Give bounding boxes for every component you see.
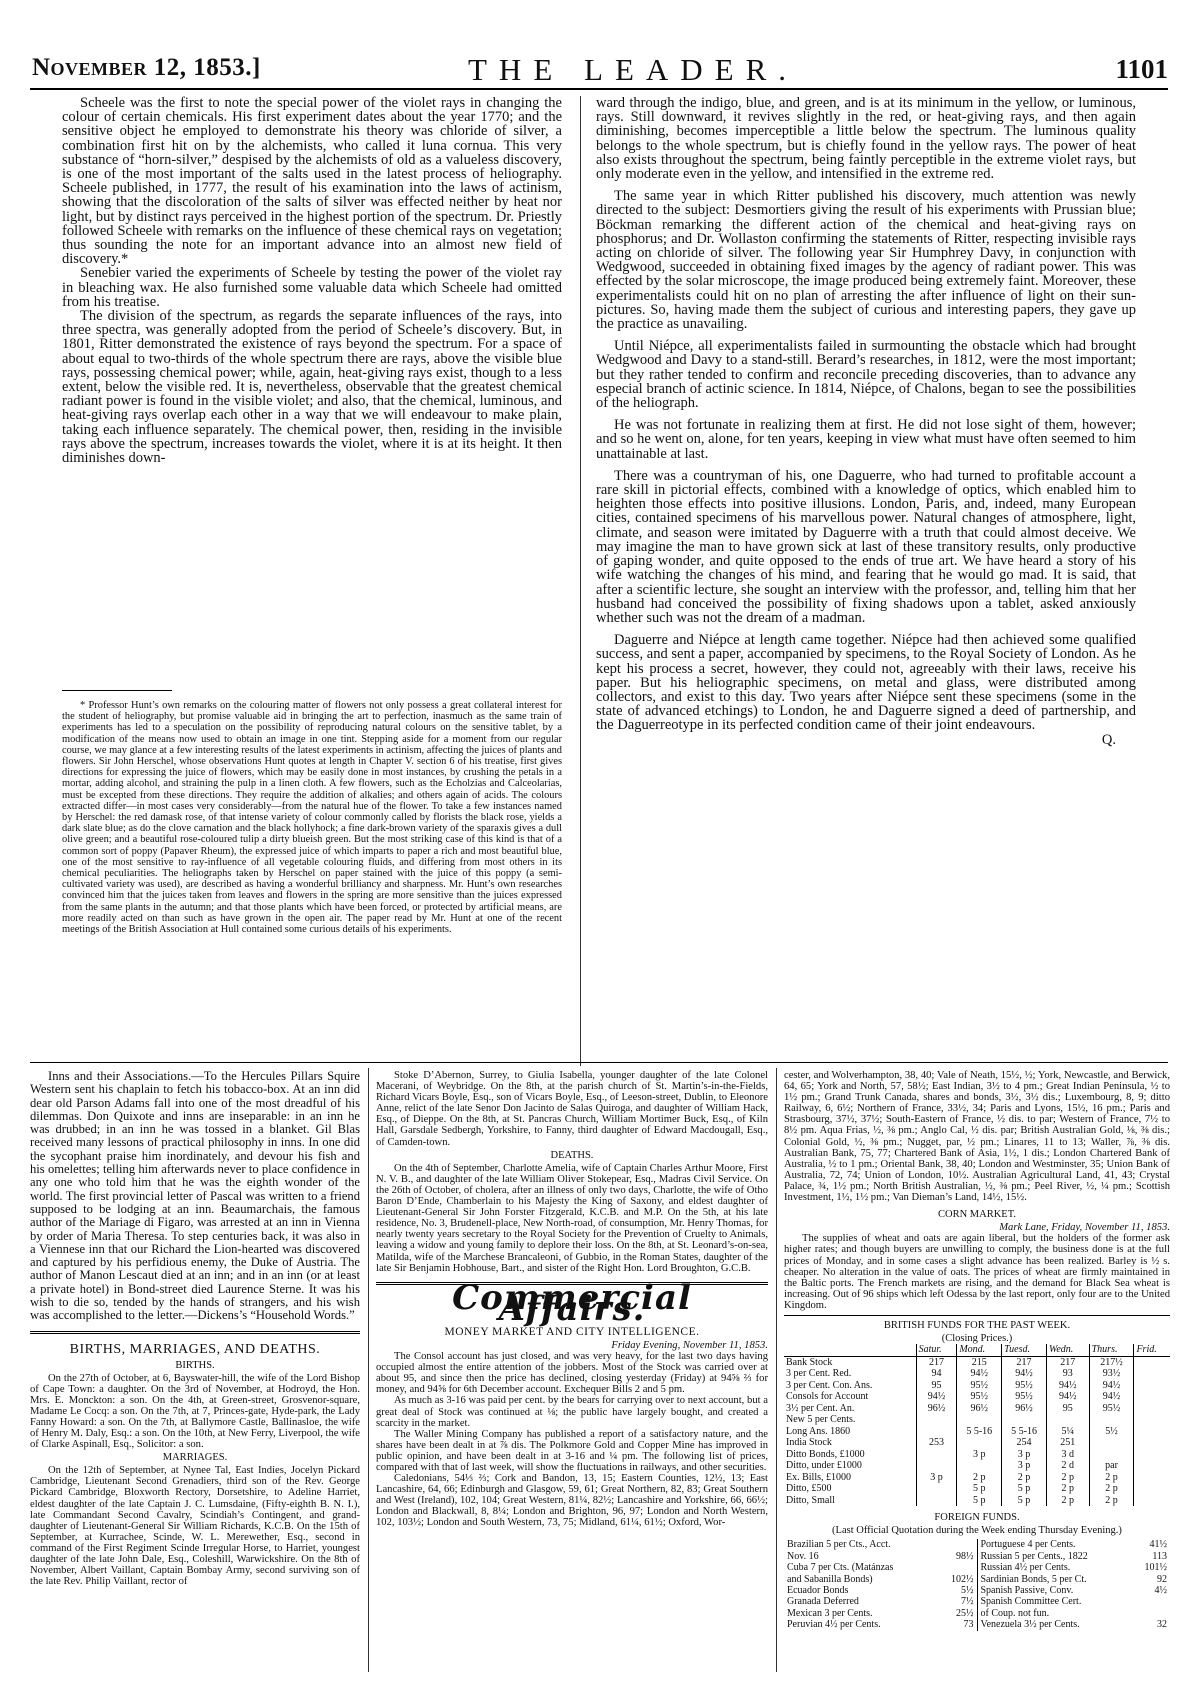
section-rule xyxy=(30,1062,1168,1063)
list-item xyxy=(787,1551,974,1562)
fund-name: Ecuador Bonds xyxy=(787,1584,849,1596)
fund-price: 5¼ xyxy=(1046,1426,1089,1438)
column-header xyxy=(784,1344,916,1356)
money-market-date: Friday Evening, November 11, 1853. xyxy=(611,1339,768,1351)
table-row xyxy=(784,1460,1170,1472)
fund-price: 2 p xyxy=(1002,1472,1047,1484)
fund-price: 95 xyxy=(1046,1403,1089,1415)
share-prices-text: cester, and Wolverhampton, 38, 40; Vale of Neath, 15½, ½; York, Newcastle, and Berwick, 64, 65; York and North, 57, 58½; East Indian, 3½ to 4 pm.; Great Indian Peninsula, ½ to 1½ pm.; Grand Trunk Canada, shares and bonds, 3½, 3½ dis.; Luxembourg, 8, 9; ditto Railway, 6, 6½; Northern of France, 33½, 34; Paris and Lyons, 15½, 16 pm.; Paris and Strasbourg, 37½, 37½; South-Eastern of France, ½ dis. to par; Western of France, 7½ to 8½ pm. Aqua Frias, ½, ⅜ pm.; Anglo Cal, ½ dis. par; British Australian Gold, ⅛, ⅜ dis.; Colonial Gold, ½, ⅜ pm.; Nugget, par, ½ pm.; Linares, 11 to 13; Waller, ⅞, ⅜ dis. Australian Bank, 75, 77; Chartered Bank of Asia, 1½, 1 dis.; London Chartered Bank of Australia, ½ to 1 pm.; Oriental Bank, 38, 40; London and Westminster, 35; Union Bank of Australia, 72, 74; Union of London, 10½. Australian Agricultural Land, 41, 43; Crystal Palace, ¾, 1½ pm.; North British Australian, ½, ⅜ pm.; Peel River, ½, ¼ pm.; Scottish Investment, 1½, 1½ pm.; Van Dieman’s Land, 14½, 15½. xyxy=(784,1070,1170,1204)
fund-price: 96½ xyxy=(1002,1403,1047,1415)
fund-price: 217 xyxy=(1046,1356,1089,1368)
list-item xyxy=(981,1596,1168,1607)
fund-price: 95½ xyxy=(957,1391,1002,1403)
british-funds-subheading: (Closing Prices.) xyxy=(941,1333,1013,1345)
fund-name: 3 per Cent. Con. Ans. xyxy=(786,1379,873,1391)
fund-price xyxy=(1134,1460,1170,1472)
british-funds-heading: BRITISH FUNDS FOR THE PAST WEEK. xyxy=(883,1319,1071,1331)
fund-price xyxy=(1134,1403,1170,1415)
fund-name: Consols for Account xyxy=(786,1391,869,1403)
fund-price: 5 5-16 xyxy=(957,1426,1002,1438)
fund-price xyxy=(1089,1414,1134,1426)
lower-column-2 xyxy=(376,1070,768,1670)
fund-price: 95½ xyxy=(1089,1403,1134,1415)
list-item xyxy=(787,1585,974,1596)
column-divider xyxy=(368,1068,369,1672)
fund-price: 2 p xyxy=(1046,1495,1089,1507)
column-header: Frid. xyxy=(1134,1344,1170,1356)
list-item xyxy=(787,1619,974,1630)
foreign-funds-left xyxy=(784,1539,977,1630)
table-row xyxy=(784,1391,1170,1403)
corn-market-heading: CORN MARKET. xyxy=(938,1209,1016,1221)
foreign-funds-subheading: (Last Official Quotation during the Week ending Thursday Evening.) xyxy=(832,1525,1122,1537)
fund-price: 217 xyxy=(916,1356,957,1368)
fund-name: Russian 5 per Cents., 1822 xyxy=(980,1550,1088,1562)
lower-column-1 xyxy=(30,1070,360,1670)
list-item xyxy=(787,1596,974,1607)
fund-price xyxy=(1002,1414,1047,1426)
fund-price xyxy=(916,1449,957,1461)
fund-price xyxy=(1134,1391,1170,1403)
fund-name: 3½ per Cent. An. xyxy=(786,1402,855,1414)
fund-price: 93½ xyxy=(1089,1368,1134,1380)
fund-price xyxy=(1134,1483,1170,1495)
fund-price: par xyxy=(1089,1460,1134,1472)
table-row xyxy=(784,1495,1170,1507)
fund-price: 215 xyxy=(957,1356,1002,1368)
list-item xyxy=(981,1562,1168,1573)
fund-price: 95½ xyxy=(957,1380,1002,1392)
list-item xyxy=(981,1574,1168,1585)
fund-price: 217½ xyxy=(1089,1356,1134,1368)
fund-price: 5 p xyxy=(957,1495,1002,1507)
fund-name: Long Ans. 1860 xyxy=(786,1425,851,1437)
column-header: Mond. xyxy=(957,1344,1002,1356)
table-row xyxy=(784,1437,1170,1449)
list-item xyxy=(981,1608,1168,1619)
fund-price: 3 p xyxy=(1002,1460,1047,1472)
foreign-funds-right xyxy=(977,1539,1171,1630)
money-market-heading: MONEY MARKET AND CITY INTELLIGENCE. xyxy=(444,1325,700,1338)
fund-price xyxy=(916,1426,957,1438)
fund-name: Granada Deferred xyxy=(787,1596,859,1608)
paragraph: The same year in which Ritter published his discovery, much attention was newly directed to the subject: Desmortiers giving the result of his experiments with Prussian blue; Böckman remarking the different action of the chemical and heat-giving rays on phosphorus; and Dr. Wollaston confirming the statements of Ritter, respecting invisible rays acting on chloride of silver. The following year Sir Humphrey Davy, in conjunction with Wedgwood, succeeded in obtaining fixed images by the agency of radiant power. This was effected by the solar microscope, the image produced being extremely faint. Moreover, these experimentalists could hit on no plan of arresting the after influence of light on their sun-pictures. So, having made them the subject of curious and interesting papers, they gave up the practice as unavailing. xyxy=(596,188,1136,333)
fund-price: 25½ xyxy=(956,1607,974,1619)
table-row xyxy=(784,1483,1170,1495)
list-item xyxy=(981,1539,1168,1550)
fund-name: and Sabanilla Bonds) xyxy=(787,1573,873,1585)
fund-price: 32 xyxy=(1157,1619,1167,1631)
fund-price: 94½ xyxy=(1002,1368,1047,1380)
fund-price xyxy=(957,1414,1002,1426)
fund-price xyxy=(916,1414,957,1426)
corn-market-text: The supplies of wheat and oats are again liberal, but the holders of the former ask higher rates; and though buyers are unwilling to comply, the business done is at the full prices of Monday, and in some cases a slight advance has been realized. Barley is ½ s. cheaper. No alteration in the value of oats. The prices of wheat are firmly maintained in the Baltic ports. The French markets are rising, and the demand for Black Sea wheat is increasing. Out of 96 ships which left Odessa by the last report, only four are to the United Kingdom. xyxy=(784,1233,1170,1311)
fund-price xyxy=(916,1460,957,1472)
table-row xyxy=(784,1426,1170,1438)
column-header: Satur. xyxy=(916,1344,957,1356)
marriages-text: On the 12th of September, at Nynee Tal, East Indies, Jocelyn Pickard Cambridge, Lieutenant Second Grenadiers, third son of the Rev. George Pickard Cambridge, Bloxworth Rectory, Dorsetshire, to Adeline Harriet, eldest daughter of the late Captain J. C. Lumsdaine, (Fifty-eighth B. N. I.), late Commandant Second Cavalry, Scindiah’s Contingent, and grand-daughter of Lieutenant-General Sir William Richards, K.C.B. On the 15th of September, at Kurrachee, Scinde, W. L. Merewether, Esq., second in command of the First Regiment Scinde Irregular Horse, to Harriet, youngest daughter of the late John Dale, Esq., Coleshill, Warwickshire. On the 8th of November, Albert Vaillant, Captain Bombay Army, second surviving son of the late Rev. Philip Vaillant, rector of xyxy=(30,1465,360,1588)
fund-price: 5½ xyxy=(1089,1426,1134,1438)
footnote xyxy=(62,700,562,1068)
list-item xyxy=(787,1539,974,1550)
paragraph: Scheele was the first to note the special power of the violet rays in changing the colour of certain chemicals. His first experiment dates about the year 1770; and the sensitive object he employed to demonstrate his theory was chloride of silver, a combination first hit on by the alchemists, who called it luna cornua. This very substance of “horn-silver,” despised by the alchemists of old as a valueless discovery, is one of the most important of the salts used in the latest process of heliography. Scheele published, in 1777, the result of his examination into the laws of actinism, showing that the discoloration of the salts of silver was effected neither by heat nor light, but by distinct rays perceived in the highest portion of the spectrum. Dr. Priestly followed Scheele with remarks on the influence of these chemical rays on vegetation; thus sounding the note for an important advance into an almost new field of discovery.* xyxy=(62,96,562,268)
table-row xyxy=(784,1414,1170,1426)
fund-price xyxy=(1134,1437,1170,1449)
fund-name: Mexican 3 per Cents. xyxy=(787,1607,873,1619)
lower-column-3 xyxy=(784,1070,1170,1670)
fund-price: 92 xyxy=(1157,1573,1167,1585)
fund-price xyxy=(957,1437,1002,1449)
fund-price: 98½ xyxy=(956,1550,974,1562)
fund-name: Cuba 7 per Cts. (Matánzas xyxy=(787,1562,894,1574)
issue-date: November 12, 1853.] xyxy=(32,54,261,81)
paragraph: Daguerre and Niépce at length came together. Niépce had then achieved some qualified success, and sent a paper, accompanied by specimens, to the Royal Society of London. As he kept his process a secret, however, they could not, agreeably with their laws, receive his paper. But his heliographic specimens, on metal and glass, were distributed among collectors, and exist to this day. Two years after Niépce sent these specimens (some in the state of advanced etchings) to London, he and Daguerre signed a deed of partnership, and the Daguerreotype in its perfected condition came of their joint endeavours. xyxy=(596,632,1136,734)
fund-price xyxy=(957,1460,1002,1472)
table-header-row xyxy=(784,1344,1170,1356)
fund-name: Ditto, Small xyxy=(786,1494,835,1506)
fund-price: 5 p xyxy=(1002,1483,1047,1495)
paragraph: Senebier varied the experiments of Scheele by testing the power of the violet ray in bleaching wax. He also furnished some valuable data which Scheele had omitted from his treatise. xyxy=(62,265,562,310)
fund-price: 251 xyxy=(1046,1437,1089,1449)
paragraph: The division of the spectrum, as regards the separate influences of the rays, into three spectra, was generally adopted from the period of Scheele’s discovery. But, in 1801, Ritter demonstrated the existence of rays beyond the spectrum. For a space of about equal to two-thirds of the whole spectrum there are rays, above the visible blue rays, possessing chemical power; while, again, heat-giving rays exist, though to a less extent, below the visible red. It is, nevertheless, observable that the greatest chemical radiant power is found in the visible violet; and also, that the chemical, luminous, and heat-giving rays overlap each other in a way that we will endeavour to make plain, taking each influence separately. The chemical power, then, residing in the invisible rays above the spectrum, increases towards the violet, where it is at its height. It then diminishes down- xyxy=(62,308,562,467)
fund-price xyxy=(1134,1368,1170,1380)
money-paragraph: Caledonians, 54⅓ ⅔; Cork and Bandon, 13, 15; Eastern Counties, 12½, 13; East Lancashire, 64, 66; Edinburgh and Glasgow, 59, 61; Great Northern, 82, 83; Great Southern and West (Ireland), 102, 104; Great Western, 81¼, 82½; Lancashire and Yorkshire, 66, 66½; London and Blackwall, 8, 8¼; London and Brighton, 96, 97; London and North Western, 102, 103½; London and South Western, 73, 75; Midland, 61¼, 61½; Oxford, Wor- xyxy=(376,1473,768,1529)
fund-price: 5 p xyxy=(1002,1495,1047,1507)
paragraph: He was not fortunate in realizing them at first. He did not lose sight of them, however; and so he went on, alone, for ten years, keeping in view what must have often seemed to him unattainable at last. xyxy=(596,417,1136,462)
column-divider xyxy=(580,96,581,1066)
fund-price: 3 p xyxy=(916,1472,957,1484)
column-divider xyxy=(776,1068,777,1672)
births-heading: BIRTHS. xyxy=(175,1359,215,1371)
fund-price xyxy=(916,1483,957,1495)
fund-name: Ditto, under £1000 xyxy=(786,1460,862,1472)
fund-price xyxy=(1134,1414,1170,1426)
fund-price: 73 xyxy=(963,1619,974,1631)
bmd-heading: BIRTHS, MARRIAGES, AND DEATHS. xyxy=(69,1341,321,1357)
fund-price: 2 d xyxy=(1046,1460,1089,1472)
fund-price xyxy=(1089,1437,1134,1449)
fund-price: 5 5-16 xyxy=(1002,1426,1047,1438)
fund-name: Spanish Committee Cert. xyxy=(980,1596,1082,1608)
page-header xyxy=(28,48,1168,87)
fund-price: 95½ xyxy=(1002,1380,1047,1392)
commercial-affairs-title: Commercial Affairs. xyxy=(452,1277,692,1329)
fund-price xyxy=(1134,1356,1170,1368)
fund-price: 2 p xyxy=(957,1472,1002,1484)
double-rule xyxy=(30,1331,360,1334)
fund-name: Brazilian 5 per Cts., Acct. xyxy=(787,1539,891,1551)
column-header: Tuesd. xyxy=(1002,1344,1047,1356)
fund-price: 94 xyxy=(916,1368,957,1380)
fund-price xyxy=(1089,1449,1134,1461)
fund-price xyxy=(1134,1449,1170,1461)
fund-name: Russian 4½ per Cents. xyxy=(980,1562,1071,1574)
fund-name: 3 per Cent. Red. xyxy=(786,1368,852,1380)
deaths-heading: DEATHS. xyxy=(550,1149,594,1161)
list-item xyxy=(787,1562,974,1573)
fund-price xyxy=(1134,1380,1170,1392)
footnote-rule xyxy=(62,690,172,691)
fund-name: Ex. Bills, £1000 xyxy=(786,1471,852,1483)
fund-price: 2 p xyxy=(1046,1483,1089,1495)
fund-price xyxy=(1134,1426,1170,1438)
fund-price: 41½ xyxy=(1149,1539,1167,1551)
fund-price: 5½ xyxy=(961,1584,974,1596)
header-rule xyxy=(30,88,1168,90)
fund-price: 2 p xyxy=(1089,1472,1134,1484)
fund-price: 94½ xyxy=(957,1368,1002,1380)
column-header: Wedn. xyxy=(1046,1344,1089,1356)
marriages-continued: Stoke D’Abernon, Surrey, to Giulia Isabella, younger daughter of the late Colonel Macerani, of Weybridge. On the 8th, at the parish church of St. Martin’s-in-the-Fields, Richard Vicars Boyle, Esq., son of Vicars Boyle, Esq., of Leeson-street, Dublin, to Eleonore Anne, relict of the late Senor Don Jacinto de Salas Quiroga, and daughter of William Hack, Esq., of Dieppe. On the 8th, at St. Pancras Church, William Mortimer Buck, Esq., of Kiln Hall, Garsdale Sedbergh, Yorkshire, to Fanny, third daughter of Edward Macdougall, Esq., of Camden-town. xyxy=(376,1070,768,1148)
list-item xyxy=(981,1585,1168,1596)
fund-price: 95½ xyxy=(1002,1391,1047,1403)
fund-price xyxy=(916,1495,957,1507)
births-text: On the 27th of October, at 6, Bayswater-hill, the wife of the Lord Bishop of Cape Town: a daughter. On the 3rd of November, at Hodroyd, the Hon. Mrs. E. Monckton: a son. On the 4th, at Green-street, Grosvenor-square, Madame Le Cocq: a son. On the 7th, at 7, Princes-gate, Hyde-park, the Lady Fanny Howard: a son. On the 7th, at Ballymore Castle, Ballinasloe, the wife of Henry M. Daly, Esq.: a son. On the 10th, at New Ferry, Liverpool, the wife of Clarke Aspinall, Esq., Solicitor: a son. xyxy=(30,1372,360,1451)
fund-price: 3 p xyxy=(1002,1449,1047,1461)
foreign-funds-list xyxy=(784,1539,1170,1630)
footnote-text: * Professor Hunt’s own remarks on the colouring matter of flowers not only possess a great collateral interest for the student of heliography, but promise valuable aid in bringing the art to perfection, inasmuch as the same train of experiments has led to a speculation on the possibility of reproducing natural colours on the sensitive tablet, by a modification of the means now used to obtain an image in one tint. Stepping aside for a moment from our regular course, we may glance at a few interesting results of the latest experiments in actinism, affecting the juices of plants and flowers. Sir John Herschel, whose observations Hunt quotes at length in Chapter V. section 6 of his treatise, first gives directions for expressing the juice of flowers, which may be easily done in most instances, by crushing the petals in a mortar, adding alcohol, and straining the pulp in a linen cloth. A few flowers, such as the Echolzias and Calceolarias, must be excepted from these directions. They require the addition of alkalies; and others again of acids. The colours extracted differ—in most cases very considerably—from the natural hue of the flower. To take a few instances named by Herschel: the red damask rose, of that intense variety of colour commonly called by florists the black rose, yields a dark slate blue; as do the clove carnation and the black hollyhock; a fine dark-brown variety of the sparaxis gives a dull olive green; and a beautiful rose-coloured tulip a dirty blueish green. But the most striking case of this kind is that of a common sort of poppy (Papaver Rheum), the expressed juice of which imparts to paper a rich and most beautiful blue, one of the most sensitive to ray-influence of all vegetable colouring fluids, and differing from most others in its chemical peculiarities. The heliographs taken by Herschel on paper stained with the juice of this poppy (a semi-cultivated variety was used), are described as having a wonderful brilliancy and sharpness. Mr. Hunt’s own researches convinced him that the juices taken from leaves and flowers in the spring are more sensitive than the juices expressed from the same plants in the autumn; and that those plants which have been forced, or protected by artificial means, are more readily acted on than such as have grown in the open air. The paper read by Mr. Hunt at one of the recent meetings of the British Association at Hull contained some curious details of his experiments. xyxy=(62,700,562,936)
fund-price: 253 xyxy=(916,1437,957,1449)
list-item xyxy=(981,1619,1168,1630)
fund-price: 94½ xyxy=(1089,1391,1134,1403)
marriages-heading: MARRIAGES. xyxy=(162,1452,228,1464)
fund-name: Venezuela 3½ per Cents. xyxy=(980,1619,1080,1631)
table-row xyxy=(784,1380,1170,1392)
deaths-text: On the 4th of September, Charlotte Amelia, wife of Captain Charles Arthur Moore, First N. V. B., and daughter of the late William Oliver Stokepear, Esq., Madras Civil Service. On the 26th of October, of cholera, after an illness of only two days, Charlotte, the wife of Otho Baron D’Ende, Chamberlain to his Majesty the King of Saxony, and eldest daughter of Lieutenant-General Sir John Forster Fitzgerald, K.C.B. and M.P. On the 5th, at his late residence, No. 3, Brudenell-place, New North-road, of consumption, Mr. Henry Thomas, for nearly twenty years secretary to the Royal Society for the Prevention of Cruelty to Animals, leaving a widow and young family to deplore their loss. On the 8th, at St. Leonard’s-on-sea, Matilda, wife of the Marchese Brancaleoni, of Gubbio, in the Roman States, daughter of the late Sir Benjamin Hobhouse, Bart., and sister of the Right Hon. Lord Broughton, G.C.B. xyxy=(376,1162,768,1274)
fund-price xyxy=(1134,1495,1170,1507)
list-item xyxy=(981,1551,1168,1562)
fund-price: 102½ xyxy=(951,1573,974,1585)
author-signature: Q. xyxy=(1101,731,1116,748)
corn-market-date: Mark Lane, Friday, November 11, 1853. xyxy=(999,1222,1170,1234)
fund-price: 96½ xyxy=(916,1403,957,1415)
fund-name: Bank Stock xyxy=(786,1356,833,1368)
fund-price: 2 p xyxy=(1089,1483,1134,1495)
list-item xyxy=(787,1574,974,1585)
money-paragraph: The Waller Mining Company has published a report of a satisfactory nature, and the shares have been dealt in at ⅞ dis. The Polkmore Gold and Copper Mine has improved in public opinion, and have been dealt in at 3-16 and ¼ pm. The following list of prices, compared with that of last week, will show the fluctuations in railways, and other securities. xyxy=(376,1428,768,1473)
fund-name: Peruvian 4½ per Cents. xyxy=(787,1619,881,1631)
fund-name: Portuguese 4 per Cents. xyxy=(980,1539,1076,1551)
fund-name: Nov. 16 xyxy=(787,1550,819,1562)
fund-price: 3 d xyxy=(1046,1449,1089,1461)
fund-price: 113 xyxy=(1152,1550,1167,1562)
paragraph: Until Niépce, all experimentalists failed in surmounting the obstacle which had brought Wedgwood and Davy to a stand-still. Berard’s researches, in 1812, were the most important; but they rather tended to confirm and reconcile preceding discoveries, than to advance any especial branch of actinic science. In 1814, Niépce, of Chalons, began to see the possibilities of the heliograph. xyxy=(596,338,1136,412)
page-number: 1101 xyxy=(1115,54,1168,84)
british-funds-table xyxy=(784,1344,1170,1506)
article-left-column xyxy=(62,96,562,652)
fund-name: Sardinian Bonds, 5 per Ct. xyxy=(980,1573,1087,1585)
fund-price: 96½ xyxy=(957,1403,1002,1415)
paragraph: ward through the indigo, blue, and green, and is at its minimum in the yellow, or luminous, rays. Still downward, it revives slightly in the red, or heat-giving rays, and then again diminishing, becomes imperceptible a little below the spectrum. The luminous quality belongs to the whole spectrum, but is chiefly found in the yellow rays. The power of heat also exists throughout the spectrum, being faintly perceptible in the extreme violet rays, but only moderate even in the yellow, and intensified in the extreme red. xyxy=(596,96,1136,183)
fund-price: 2 p xyxy=(1089,1495,1134,1507)
fund-price: 95 xyxy=(916,1380,957,1392)
money-paragraph: The Consol account has just closed, and was very heavy, for the last two days having occupied almost the entire attention of the jobbers. Most of the Stock was carried over at about 95, and since then the price has declined, closing yesterday (Friday) at 94⅝ ⅔ for money, and 94⅝ for 6th December account. Exchequer Bills 2 and 5 pm. xyxy=(376,1351,768,1396)
fund-price: 217 xyxy=(1002,1356,1047,1368)
fund-name: India Stock xyxy=(786,1437,832,1449)
fund-price: 5 p xyxy=(957,1483,1002,1495)
money-paragraph: As much as 3-16 was paid per cent. by the bears for carrying over to next account, but a great deal of Stock was continued at ⅛; the public have largely bought, and created a scarcity in the market. xyxy=(376,1395,768,1429)
inns-article: Inns and their Associations.—To the Hercules Pillars Squire Western sent his chaplain to fetch his tobacco-box. At an inn did dear old Parson Adams fall into one of the most dreadful of his dilemmas. Don Quixote and inns are inseparable: in an inn he was drubbed; in an inn he was tossed in a blanket. Gil Blas received many lessons of practical philosophy in inns. In one did the sycophant praise him inordinately, and devour his fish and his omelettes; telling him afterwards never to place confidence in any one who told him that he was the eighth wonder of the world. The first provincial letter of Pascal was written to a friend supposed to be lodging at an inn. Beaumarchais, the famous author of the Mariage di Figaro, was arrested at an inn in Vienna by order of Maria Theresa. To step centuries back, it was also in a Viennese inn that our Richard the Lion-hearted was discovered and captured by his perfidious enemy, the Duke of Austria. The author of Manon Lescaut died at an inn; and in an inn (or at least a private hotel) in Bond-street died Laurence Sterne. It was his wish to die so, tended by the hands of strangers, and his wish was accomplished to the letter.—Dickens’s “Household Words.” xyxy=(30,1070,360,1323)
fund-price: 2 p xyxy=(1046,1472,1089,1484)
table-row xyxy=(784,1356,1170,1368)
fund-price: 93 xyxy=(1046,1368,1089,1380)
fund-price: 94½ xyxy=(916,1391,957,1403)
fund-price: 94½ xyxy=(1046,1380,1089,1392)
fund-price xyxy=(1046,1414,1089,1426)
fund-price: 101½ xyxy=(1144,1562,1167,1574)
rule xyxy=(784,1315,1170,1316)
foreign-funds-heading: FOREIGN FUNDS. xyxy=(934,1512,1020,1524)
fund-name: New 5 per Cents. xyxy=(786,1414,856,1426)
table-row xyxy=(784,1403,1170,1415)
fund-price: 254 xyxy=(1002,1437,1047,1449)
table-row xyxy=(784,1368,1170,1380)
fund-name: Ditto Bonds, £1000 xyxy=(786,1448,865,1460)
fund-price: 7½ xyxy=(961,1596,974,1608)
fund-name: Ditto, £500 xyxy=(786,1483,832,1495)
fund-price: 94½ xyxy=(1089,1380,1134,1392)
fund-name: Spanish Passive, Conv. xyxy=(980,1584,1074,1596)
fund-name: of Coup. not fun. xyxy=(980,1607,1050,1619)
fund-price: 4½ xyxy=(1154,1584,1167,1596)
masthead-title: THE LEADER. xyxy=(468,52,799,87)
table-row xyxy=(784,1449,1170,1461)
paragraph: There was a countryman of his, one Daguerre, who had turned to profitable account a rare skill in pictorial effects, combined with a knowledge of optics, which enabled him to heighten those effects into positive illusions. London, Paris, and, indeed, many European cities, contained specimens of his marvellous power. Natural changes of atmosphere, light, climate, and season were imitated by Daguerre with a truth that could almost deceive. We may imagine the man to have grown sick at last of these transitory results, only productive of gaping wonder, and quite opposed to the ends of true art. We have heard a story of his wife watching the changes of his mind, and fearing that he would go mad. It is said, that after a scientific lecture, she sought an interview with the professor, and, telling him that her husband had conceived the possibility of fixing shadows upon a tablet, asked anxiously whether such was not the dream of a madman. xyxy=(596,467,1136,626)
article-right-column xyxy=(596,96,1136,1051)
list-item xyxy=(787,1608,974,1619)
fund-price: 3 p xyxy=(957,1449,1002,1461)
table-row xyxy=(784,1472,1170,1484)
column-header: Thurs. xyxy=(1089,1344,1134,1356)
fund-price xyxy=(1134,1472,1170,1484)
fund-price: 94½ xyxy=(1046,1391,1089,1403)
